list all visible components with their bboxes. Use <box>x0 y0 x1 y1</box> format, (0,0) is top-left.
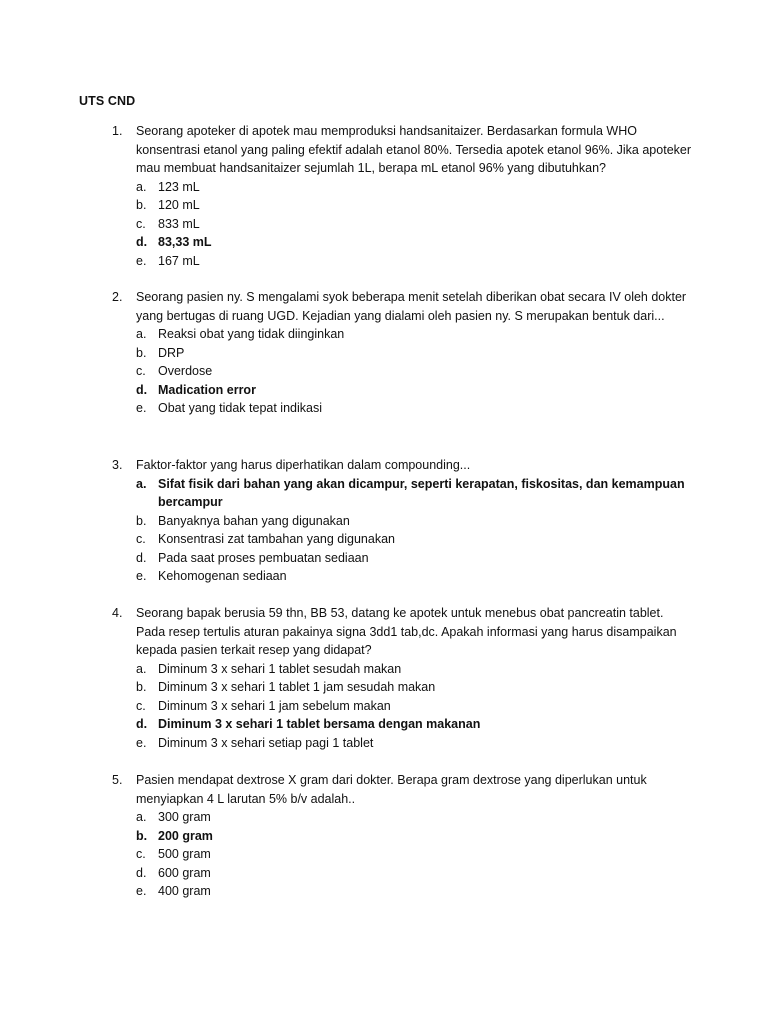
option-c <box>136 215 692 234</box>
option-text: Obat yang tidak tepat indikasi <box>158 401 322 415</box>
option-letter: e. <box>136 401 147 415</box>
option-letter: c. <box>136 698 146 713</box>
option-text: Konsentrasi zat tambahan yang digunakan <box>158 532 395 546</box>
option-letter: c. <box>136 216 146 231</box>
option-list <box>136 808 692 901</box>
option-a <box>136 660 692 679</box>
option-text: Pada saat proses pembuatan sediaan <box>158 550 369 565</box>
option-c <box>136 362 692 381</box>
option-text: Overdose <box>158 364 213 378</box>
option-d <box>136 381 692 400</box>
option-text: Madication error <box>158 382 256 397</box>
option-a <box>136 325 692 344</box>
option-letter: c. <box>136 847 146 861</box>
option-letter: e. <box>136 884 147 898</box>
option-text: 167 mL <box>158 253 200 268</box>
option-b <box>136 827 692 846</box>
option-c <box>136 845 692 864</box>
option-letter: b. <box>136 828 148 843</box>
document-title: UTS CND <box>79 94 136 108</box>
option-a <box>136 178 692 197</box>
option-text: Kehomogenan sediaan <box>158 569 287 583</box>
option-text: 500 gram <box>158 847 211 861</box>
option-text: Banyaknya bahan yang digunakan <box>158 513 350 528</box>
option-letter: c. <box>136 532 146 546</box>
option-text: 300 gram <box>158 810 211 824</box>
option-d <box>136 715 692 734</box>
option-letter: d. <box>136 235 148 249</box>
option-text: 400 gram <box>158 884 211 898</box>
option-e <box>136 882 692 901</box>
option-letter: d. <box>136 550 147 565</box>
option-text: 83,33 mL <box>158 235 212 249</box>
option-text: Diminum 3 x sehari 1 jam sebelum makan <box>158 698 391 713</box>
option-d <box>136 233 692 252</box>
option-a <box>136 475 692 512</box>
question-text: Seorang bapak berusia 59 thn, BB 53, datang ke apotek untuk menebus obat pancreatin tablet. Pada resep tertulis aturan pakainya signa 3dd1 tab,dc. Apakah informasi yang harus disampaikan kepada pasien terkait resep yang didapat? <box>136 606 677 657</box>
option-list <box>136 475 692 586</box>
option-letter: e. <box>136 253 147 268</box>
question-text: Seorang pasien ny. S mengalami syok beberapa menit setelah diberikan obat secara IV oleh dokter yang bertugas di ruang UGD. Kejadian yang dialami oleh pasien ny. S merupakan bentuk dari... <box>136 290 687 323</box>
option-list <box>136 178 692 271</box>
question-4 <box>112 604 692 752</box>
question-number: 1. <box>112 124 123 138</box>
option-letter: a. <box>136 810 147 824</box>
question-5 <box>112 771 692 901</box>
question-number: 3. <box>112 458 123 472</box>
option-text: Sifat fisik dari bahan yang akan dicampur, seperti kerapatan, fiskositas, dan kemampuan bercampur <box>158 476 685 509</box>
question-1 <box>112 122 692 270</box>
question-text: Seorang apoteker di apotek mau memproduksi handsanitaizer. Berdasarkan formula WHO konsentrasi etanol yang paling efektif adalah etanol 80%. Tersedia apotek etanol 96%. Jika apoteker mau membuat handsanitaizer sejumlah 1L, berapa mL etanol 96% yang dibutuhkan? <box>136 124 692 175</box>
option-letter: a. <box>136 179 147 194</box>
option-letter: e. <box>136 569 147 583</box>
option-text: 600 gram <box>158 865 211 880</box>
question-text: Faktor-faktor yang harus diperhatikan dalam compounding... <box>136 458 471 472</box>
question-3 <box>112 456 692 586</box>
option-e <box>136 567 692 586</box>
option-text: 200 gram <box>158 828 213 843</box>
question-text: Pasien mendapat dextrose X gram dari dokter. Berapa gram dextrose yang diperlukan untuk menyiapkan 4 L larutan 5% b/v adalah.. <box>136 773 647 806</box>
option-b <box>136 196 692 215</box>
option-e <box>136 399 692 418</box>
option-letter: b. <box>136 513 147 528</box>
option-text: Diminum 3 x sehari 1 tablet bersama dengan makanan <box>158 717 481 731</box>
option-letter: d. <box>136 382 148 397</box>
question-number: 4. <box>112 606 123 620</box>
option-text: Diminum 3 x sehari setiap pagi 1 tablet <box>158 735 374 750</box>
option-c <box>136 697 692 716</box>
option-list <box>136 660 692 753</box>
option-b <box>136 678 692 697</box>
option-d <box>136 864 692 883</box>
option-e <box>136 734 692 753</box>
option-a <box>136 808 692 827</box>
option-letter: b. <box>136 198 147 212</box>
option-text: Diminum 3 x sehari 1 tablet 1 jam sesudah makan <box>158 680 436 694</box>
option-letter: b. <box>136 345 147 360</box>
option-list <box>136 325 692 418</box>
question-number: 2. <box>112 290 123 304</box>
option-letter: a. <box>136 327 147 341</box>
option-text: 123 mL <box>158 179 200 194</box>
option-text: DRP <box>158 345 185 360</box>
option-b <box>136 344 692 363</box>
question-2 <box>112 288 692 418</box>
question-number: 5. <box>112 773 123 787</box>
option-letter: c. <box>136 364 146 378</box>
option-text: Reaksi obat yang tidak diinginkan <box>158 327 345 341</box>
option-letter: d. <box>136 865 147 880</box>
option-c <box>136 530 692 549</box>
option-letter: e. <box>136 735 147 750</box>
option-text: 120 mL <box>158 198 200 212</box>
option-letter: b. <box>136 680 147 694</box>
option-b <box>136 512 692 531</box>
option-letter: a. <box>136 661 147 676</box>
option-text: 833 mL <box>158 216 200 231</box>
option-text: Diminum 3 x sehari 1 tablet sesudah makan <box>158 661 402 676</box>
option-letter: d. <box>136 717 148 731</box>
option-e <box>136 252 692 271</box>
option-letter: a. <box>136 476 147 491</box>
option-d <box>136 549 692 568</box>
